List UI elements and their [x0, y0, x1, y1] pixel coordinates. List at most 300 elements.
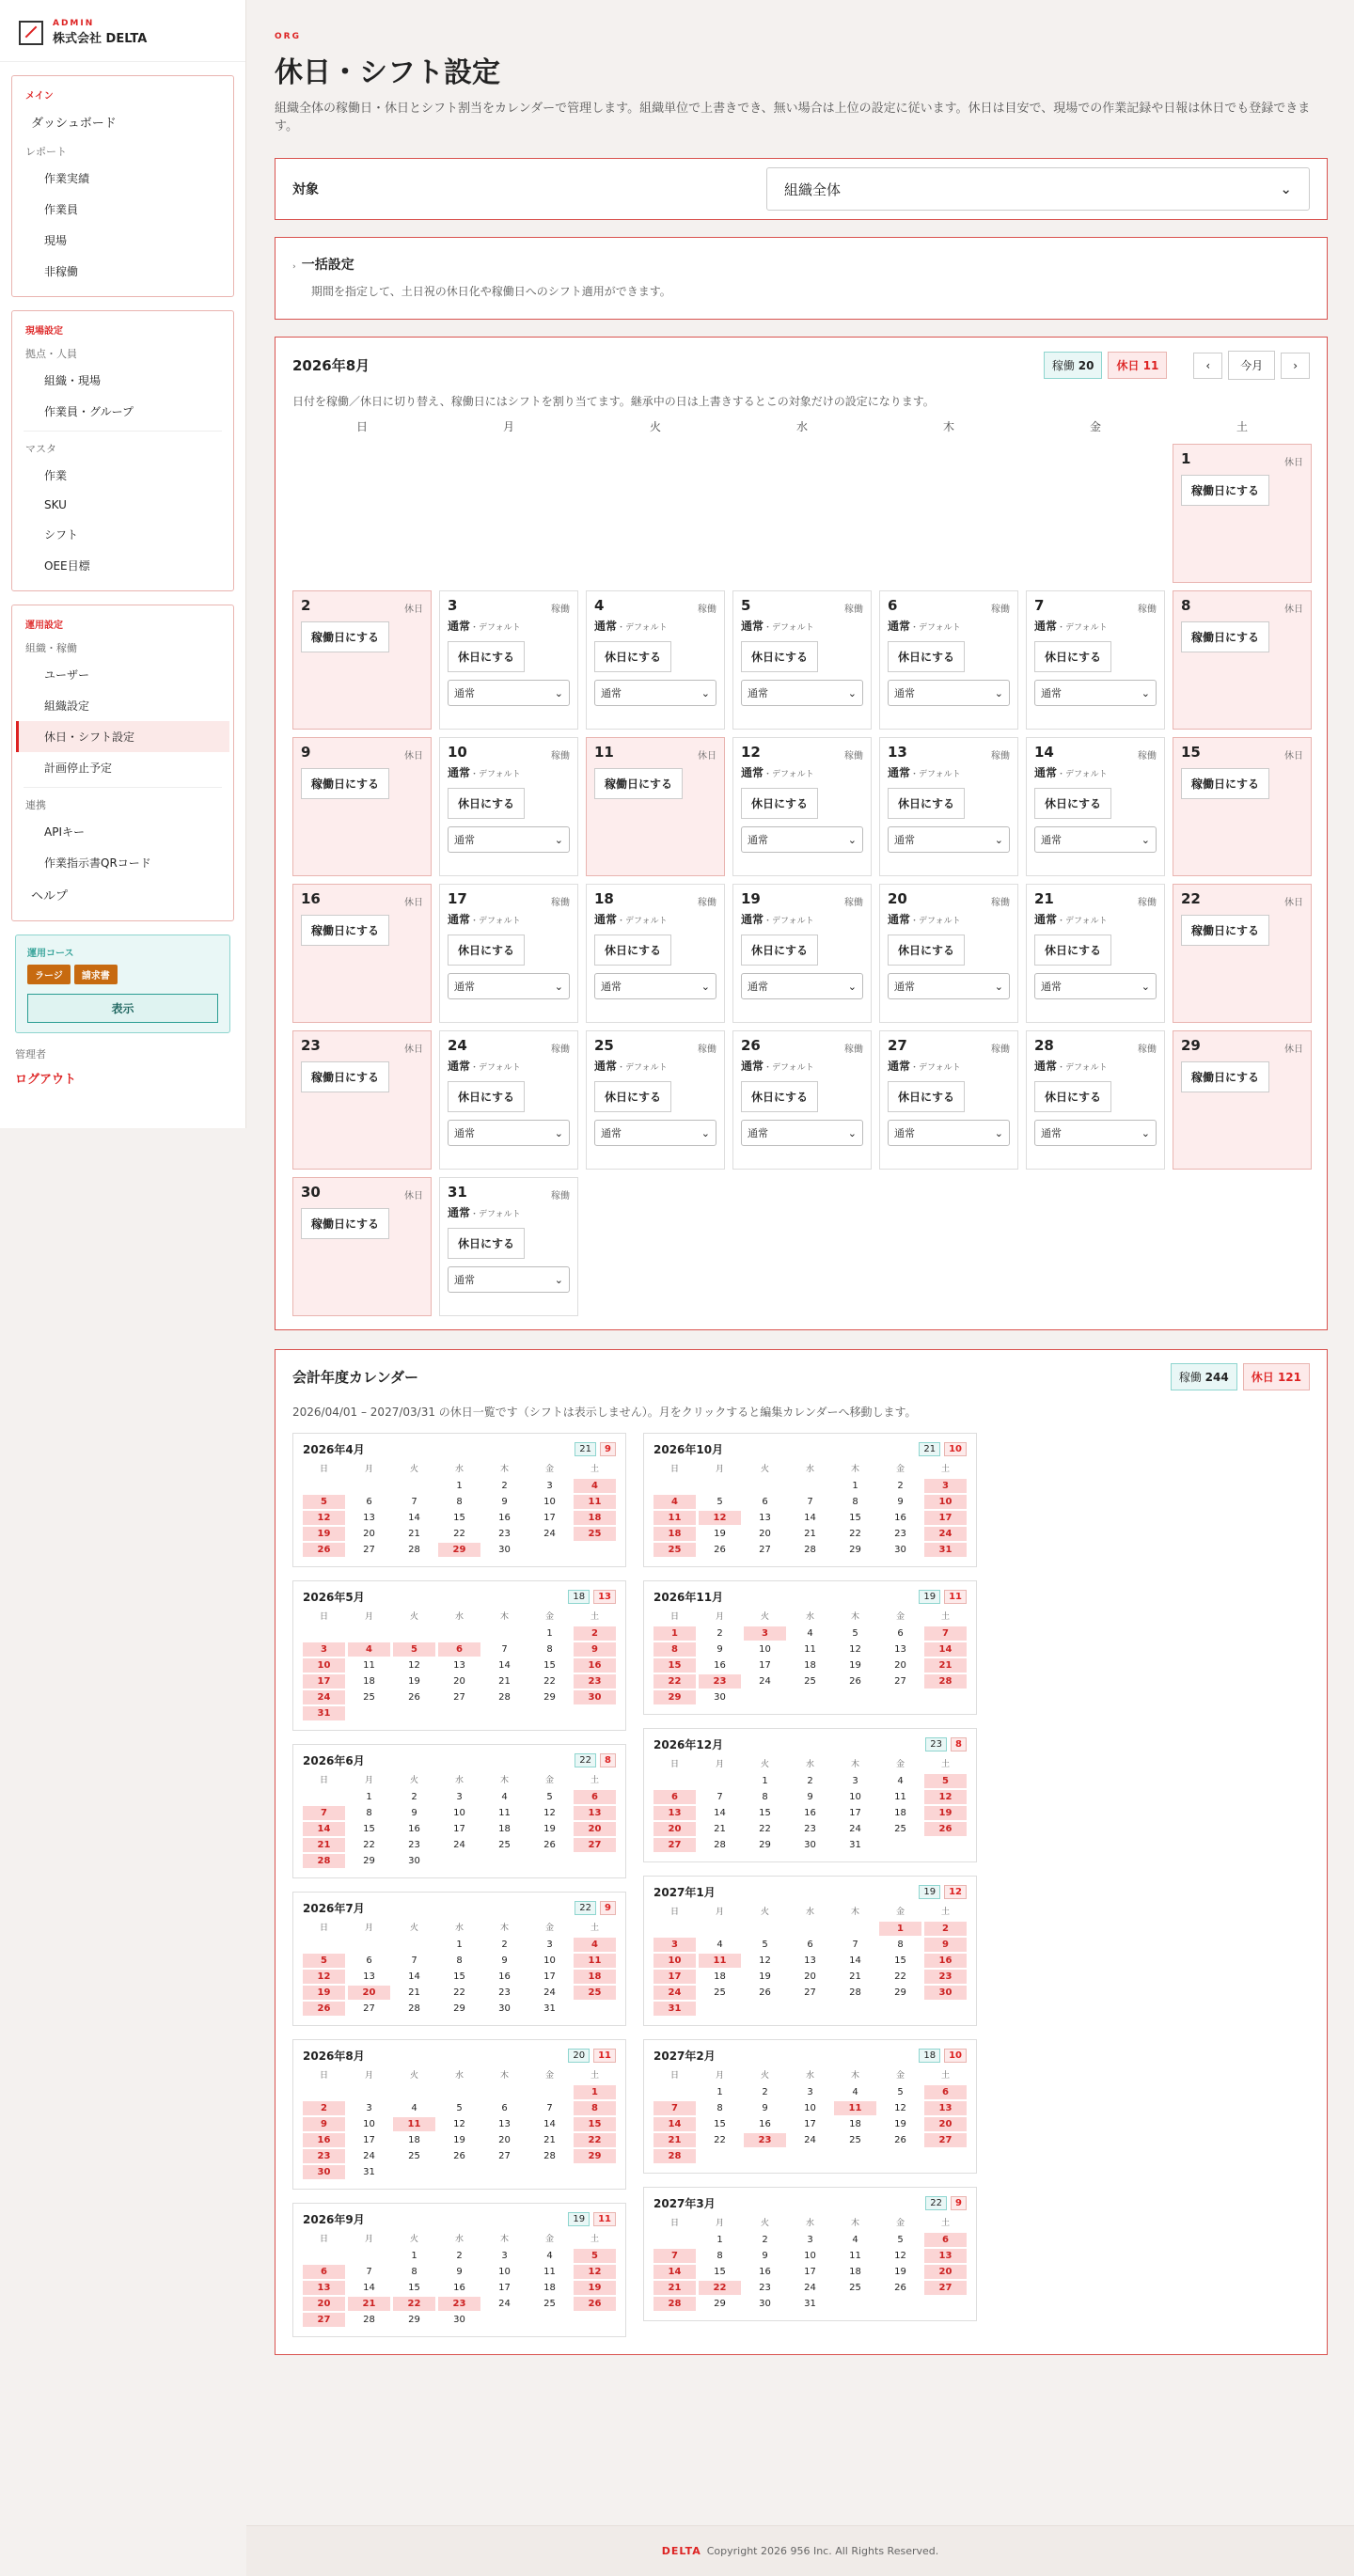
day-cell [292, 737, 432, 876]
nav-group-base: 拠点・人員 [25, 348, 77, 360]
mini-day: 7 [501, 1644, 508, 1655]
shift-select[interactable] [448, 973, 570, 999]
day-number: 24 [448, 1037, 467, 1054]
mini-day: 1 [716, 2235, 723, 2245]
mini-empty [483, 2085, 526, 2099]
mini-weekday: 日 [319, 1465, 328, 1474]
shift-select[interactable] [448, 826, 570, 853]
chevron-down-icon: ⌄ [847, 1126, 857, 1139]
mini-day: 13 [574, 1806, 616, 1820]
make-holiday-button[interactable]: 休日にする [888, 641, 965, 672]
shift-note: ・デフォルト [910, 1063, 961, 1073]
mini-day: 2 [501, 1481, 508, 1491]
day-cell [292, 1177, 432, 1316]
off-label: 休日 [1116, 359, 1140, 372]
mini-weekday: 木 [499, 2235, 509, 2244]
mini-weekday: 火 [760, 2219, 769, 2228]
shift-select-value: 通常 [601, 981, 622, 993]
mini-empty [699, 1922, 741, 1936]
make-holiday-button[interactable]: 休日にする [594, 641, 671, 672]
day-cell [732, 737, 872, 876]
mini-weekday: 木 [850, 1612, 859, 1622]
mini-day: 8 [366, 1808, 372, 1818]
mini-empty [348, 1479, 390, 1493]
make-holiday-button[interactable]: 休日にする [888, 935, 965, 966]
chevron-down-icon: ⌄ [554, 833, 563, 846]
mini-day: 10 [543, 1956, 556, 1966]
make-holiday-button[interactable]: 休日にする [1034, 641, 1111, 672]
user-role: 管理者 [15, 1048, 46, 1060]
mini-day: 19 [303, 1527, 345, 1541]
mini-month[interactable] [643, 2039, 977, 2174]
make-workday-button[interactable]: 稼働日にする [301, 1061, 389, 1092]
shift-select[interactable] [448, 680, 570, 706]
shift-note: ・デフォルト [1057, 917, 1108, 926]
mini-day: 22 [543, 1676, 556, 1687]
day-status: 稼働 [991, 898, 1010, 908]
mini-day: 21 [543, 2135, 556, 2145]
mini-day: 24 [759, 1676, 771, 1687]
nav-item-workers[interactable]: 作業員 [44, 203, 79, 216]
day-status: 稼働 [551, 751, 570, 762]
mini-day: 26 [303, 2002, 345, 2016]
mini-day: 29 [408, 2315, 420, 2325]
mini-day: 30 [498, 1545, 511, 1555]
day-cell [586, 1030, 725, 1170]
shift-select-value: 通常 [894, 981, 915, 993]
shift-select[interactable] [888, 973, 1010, 999]
shift-select-value: 通常 [894, 687, 915, 699]
mini-day: 16 [303, 2133, 345, 2147]
work-count-badge [1044, 352, 1103, 379]
nav-group-master: マスタ [25, 443, 56, 455]
nav-dashboard[interactable]: ダッシュボード [31, 117, 117, 131]
prev-month-button[interactable]: ‹ [1193, 353, 1222, 379]
mini-weekday: 金 [544, 1924, 554, 1933]
mini-day: 26 [408, 1692, 420, 1703]
shift-select[interactable] [741, 973, 863, 999]
mini-day: 4 [807, 1628, 813, 1639]
mini-day: 10 [653, 1954, 696, 1968]
nav-help[interactable]: ヘルプ [31, 889, 69, 903]
mini-day: 6 [366, 1497, 372, 1507]
chevron-down-icon: ⌄ [701, 686, 710, 699]
shift-label [741, 618, 863, 634]
make-workday-button[interactable]: 稼働日にする [1181, 915, 1269, 946]
mini-work-count: 19 [919, 1590, 940, 1604]
shift-select[interactable] [888, 826, 1010, 853]
mini-day: 11 [363, 1660, 375, 1671]
fiscal-off-badge [1243, 1363, 1310, 1390]
mini-month-badges [919, 1442, 967, 1456]
nav-item-worker-group[interactable]: 作業員・グループ [44, 405, 134, 418]
nav-item-sku[interactable]: SKU [44, 498, 67, 511]
day-number: 10 [448, 744, 467, 761]
shift-select[interactable] [1034, 973, 1157, 999]
make-holiday-button[interactable]: 休日にする [594, 935, 671, 966]
make-workday-button[interactable]: 稼働日にする [301, 768, 389, 799]
mini-day: 24 [804, 2283, 816, 2293]
mini-day: 9 [716, 1644, 723, 1655]
mini-weekday: 火 [760, 1612, 769, 1622]
mini-work-count: 23 [925, 1737, 947, 1751]
day-status: 稼働 [844, 605, 863, 615]
shift-select[interactable] [1034, 826, 1157, 853]
chevron-down-icon: ⌄ [994, 833, 1003, 846]
make-holiday-button[interactable]: 休日にする [448, 1081, 525, 1112]
shift-label [594, 618, 716, 634]
mini-month-title: 2027年3月 [653, 2197, 716, 2210]
make-workday-button[interactable]: 稼働日にする [1181, 768, 1269, 799]
day-number: 8 [1181, 597, 1191, 614]
day-cell [1026, 737, 1165, 876]
plan-show-button[interactable]: 表示 [27, 994, 218, 1023]
mini-day: 22 [894, 1971, 906, 1982]
make-holiday-button[interactable]: 休日にする [1034, 788, 1111, 819]
mini-month[interactable] [643, 2187, 977, 2321]
shift-select[interactable] [741, 826, 863, 853]
mini-day: 10 [924, 1495, 967, 1509]
mini-day: 18 [363, 1676, 375, 1687]
mini-day: 27 [924, 2133, 967, 2147]
shift-note: ・デフォルト [617, 623, 668, 633]
make-holiday-button[interactable]: 休日にする [741, 788, 818, 819]
mini-weekday: 日 [669, 1612, 679, 1622]
shift-select[interactable] [594, 973, 716, 999]
make-holiday-button[interactable]: 休日にする [448, 788, 525, 819]
mini-day: 14 [924, 1642, 967, 1657]
mini-day: 20 [924, 2117, 967, 2131]
mini-day: 7 [924, 1626, 967, 1641]
make-workday-button[interactable]: 稼働日にする [1181, 1061, 1269, 1092]
mini-day: 20 [653, 1822, 696, 1836]
nav-item-shift[interactable]: シフト [44, 528, 79, 542]
chevron-down-icon: ⌄ [994, 980, 1003, 993]
mini-day: 1 [653, 1626, 696, 1641]
nav-item-org-settings[interactable]: 組織設定 [44, 699, 90, 713]
mini-day: 19 [543, 1824, 556, 1834]
nav-section-ops: 運用設定 [25, 620, 63, 631]
mini-day: 14 [543, 2119, 556, 2129]
work-count: 20 [1078, 359, 1094, 372]
mini-day: 7 [807, 1497, 813, 1507]
mini-off-count: 9 [951, 2196, 967, 2210]
mini-day: 13 [453, 1660, 465, 1671]
day-status: 休日 [404, 751, 423, 762]
mini-day: 14 [408, 1513, 420, 1523]
mini-day: 9 [574, 1642, 616, 1657]
mini-day: 20 [453, 1676, 465, 1687]
mini-month[interactable] [643, 1728, 977, 1862]
mini-day: 7 [546, 2103, 553, 2113]
mini-month-header [653, 1589, 967, 1605]
page-eyebrow: ORG [275, 32, 301, 41]
mini-empty [653, 1479, 696, 1493]
nav-item-planned-stop[interactable]: 計画停止予定 [44, 762, 113, 775]
mini-day: 11 [574, 1954, 616, 1968]
mini-weekday: 水 [454, 2235, 464, 2244]
mini-day: 19 [894, 2119, 906, 2129]
mini-day: 16 [759, 2267, 771, 2277]
shift-select-value: 通常 [454, 1274, 475, 1286]
mini-day: 19 [849, 1660, 861, 1671]
mini-day: 7 [716, 1792, 723, 1802]
nav-item-api-key[interactable]: APIキー [44, 825, 85, 839]
mini-day: 19 [924, 1806, 967, 1820]
mini-day: 16 [574, 1658, 616, 1673]
mini-day: 12 [699, 1511, 741, 1525]
mini-day: 2 [574, 1626, 616, 1641]
mini-day: 27 [759, 1545, 771, 1555]
nav-item-tasks[interactable]: 作業 [44, 469, 68, 482]
nav-site-settings [11, 310, 234, 591]
nav-item-oee[interactable]: OEE目標 [44, 559, 90, 573]
make-workday-button[interactable]: 稼働日にする [301, 915, 389, 946]
mini-weekday: 火 [409, 1924, 418, 1933]
shift-select[interactable] [594, 680, 716, 706]
mini-day: 20 [348, 1986, 390, 2000]
day-status: 稼働 [698, 1045, 716, 1055]
fiscal-off-label: 休日 [1251, 1371, 1274, 1384]
mini-month[interactable] [643, 1876, 977, 2026]
mini-day: 22 [759, 1824, 771, 1834]
nav-item-users[interactable]: ユーザー [44, 668, 90, 682]
shift-name: 通常 [448, 1060, 471, 1073]
shift-select[interactable] [888, 1120, 1010, 1146]
mini-day: 26 [924, 1822, 967, 1836]
mini-month[interactable] [643, 1433, 977, 1567]
mini-month-badges [925, 1737, 967, 1751]
shift-select[interactable] [1034, 1120, 1157, 1146]
shift-note: ・デフォルト [910, 770, 961, 779]
bulk-settings-card[interactable] [275, 237, 1328, 320]
mini-day: 9 [924, 1938, 967, 1952]
target-select[interactable] [766, 167, 1310, 211]
mini-day: 28 [303, 1854, 345, 1868]
shift-name: 通常 [1034, 1060, 1058, 1073]
day-number: 11 [594, 744, 614, 761]
logout-link[interactable]: ログアウト [15, 1073, 77, 1087]
make-holiday-button[interactable]: 休日にする [1034, 935, 1111, 966]
shift-name: 通常 [1034, 766, 1058, 779]
day-cell [1026, 884, 1165, 1023]
mini-day: 21 [924, 1658, 967, 1673]
shift-select[interactable] [448, 1120, 570, 1146]
shift-select[interactable] [448, 1266, 570, 1293]
nav-item-qr[interactable]: 作業指示書QRコード [44, 856, 151, 870]
plan-title: 運用コース [27, 949, 74, 959]
nav-item-sites[interactable]: 現場 [44, 234, 68, 247]
mini-day: 17 [804, 2119, 816, 2129]
next-month-button[interactable]: › [1281, 353, 1310, 379]
make-workday-button[interactable]: 稼働日にする [301, 621, 389, 652]
mini-weekday: 木 [850, 1908, 859, 1917]
mini-day: 4 [546, 2251, 553, 2261]
mini-month[interactable] [292, 1744, 626, 1878]
chevron-down-icon: ⌄ [554, 1273, 563, 1286]
nav-item-downtime[interactable]: 非稼働 [44, 265, 79, 278]
mini-day: 13 [759, 1513, 771, 1523]
mini-day: 11 [804, 1644, 816, 1655]
mini-day: 4 [348, 1642, 390, 1657]
mini-day: 16 [408, 1824, 420, 1834]
mini-day: 28 [408, 1545, 420, 1555]
brand-logo[interactable] [0, 0, 245, 62]
mini-day: 25 [574, 1527, 616, 1541]
mini-month[interactable] [292, 1433, 626, 1567]
mini-day: 23 [699, 1674, 741, 1689]
mini-day: 31 [804, 2299, 816, 2309]
shift-select[interactable] [1034, 680, 1157, 706]
nav-item-holiday-shift[interactable]: 休日・シフト設定 [16, 721, 229, 752]
chevron-down-icon: ⌄ [1280, 181, 1292, 197]
mini-empty [348, 2249, 390, 2263]
mini-month-grid [303, 1463, 616, 1557]
make-holiday-button[interactable]: 休日にする [448, 1228, 525, 1259]
make-holiday-button[interactable]: 休日にする [741, 935, 818, 966]
mini-day: 10 [453, 1808, 465, 1818]
nav-group-org: 組織・稼働 [25, 642, 77, 654]
shift-label [741, 764, 863, 780]
nav-item-org-site[interactable]: 組織・現場 [44, 374, 102, 387]
mini-day: 19 [303, 1986, 345, 2000]
mini-empty [303, 2085, 345, 2099]
day-cell [732, 884, 872, 1023]
day-cell [292, 590, 432, 730]
mini-month[interactable] [292, 1892, 626, 2026]
mini-month[interactable] [643, 1580, 977, 1715]
shift-note: ・デフォルト [764, 917, 814, 926]
mini-day: 1 [574, 2085, 616, 2099]
mini-day: 24 [303, 1690, 345, 1704]
mini-day: 18 [804, 1660, 816, 1671]
mini-weekday: 金 [544, 1612, 554, 1622]
mini-day: 6 [574, 1790, 616, 1804]
mini-day: 7 [411, 1956, 417, 1966]
mini-weekday: 木 [499, 1612, 509, 1622]
mini-day: 8 [653, 1642, 696, 1657]
shift-select[interactable] [741, 1120, 863, 1146]
mini-day: 23 [744, 2133, 786, 2147]
mini-day: 8 [574, 2101, 616, 2115]
weekday-label: 金 [1089, 420, 1101, 433]
mini-day: 13 [363, 1971, 375, 1982]
day-number: 18 [594, 890, 614, 907]
mini-month[interactable] [292, 2203, 626, 2337]
mini-empty [528, 2085, 571, 2099]
make-workday-button[interactable]: 稼働日にする [1181, 621, 1269, 652]
mini-day: 10 [543, 1497, 556, 1507]
empty-cell [879, 444, 1018, 583]
nav-divider [24, 431, 222, 432]
mini-day: 8 [762, 1792, 768, 1802]
mini-day: 21 [408, 1529, 420, 1539]
day-number: 4 [594, 597, 605, 614]
make-workday-button[interactable]: 稼働日にする [1181, 475, 1269, 506]
mini-month[interactable] [292, 1580, 626, 1731]
mini-off-count: 10 [944, 1442, 967, 1456]
make-holiday-button[interactable]: 休日にする [448, 935, 525, 966]
make-workday-button[interactable]: 稼働日にする [301, 1208, 389, 1239]
day-number: 7 [1034, 597, 1045, 614]
mini-weekday: 火 [760, 1465, 769, 1474]
mini-month[interactable] [292, 2039, 626, 2190]
nav-item-work-results[interactable]: 作業実績 [44, 172, 90, 185]
mini-day: 12 [453, 2119, 465, 2129]
mini-empty [653, 1922, 696, 1936]
make-workday-button[interactable]: 稼働日にする [594, 768, 683, 799]
mini-empty [653, 2085, 696, 2099]
mini-weekday: 木 [499, 1465, 509, 1474]
shift-select[interactable] [594, 1120, 716, 1146]
make-holiday-button[interactable]: 休日にする [448, 641, 525, 672]
mini-day: 17 [453, 1824, 465, 1834]
mini-day: 27 [924, 2281, 967, 2295]
mini-day: 5 [716, 1497, 723, 1507]
make-holiday-button[interactable]: 休日にする [1034, 1081, 1111, 1112]
mini-work-count: 22 [925, 2196, 947, 2210]
mini-day: 27 [363, 2003, 375, 2014]
make-holiday-button[interactable]: 休日にする [741, 1081, 818, 1112]
shift-select[interactable] [741, 680, 863, 706]
mini-day: 19 [894, 2267, 906, 2277]
mini-weekday: 月 [715, 2071, 724, 2081]
mini-month-title: 2026年9月 [303, 2213, 365, 2226]
mini-weekday: 木 [850, 1760, 859, 1769]
day-status: 稼働 [698, 898, 716, 908]
shift-select-value: 通常 [748, 687, 768, 699]
make-holiday-button[interactable]: 休日にする [741, 641, 818, 672]
mini-weekday: 日 [319, 1776, 328, 1785]
mini-day: 25 [894, 1824, 906, 1834]
shift-label [888, 618, 1010, 634]
mini-day: 13 [804, 1956, 816, 1966]
make-holiday-button[interactable]: 休日にする [888, 1081, 965, 1112]
mini-empty [653, 2233, 696, 2247]
make-holiday-button[interactable]: 休日にする [594, 1081, 671, 1112]
mini-weekday: 木 [850, 2219, 859, 2228]
mini-day: 15 [759, 1808, 771, 1818]
day-status: 稼働 [551, 1045, 570, 1055]
mini-day: 1 [852, 1481, 858, 1491]
mini-day: 17 [543, 1513, 556, 1523]
mini-day: 18 [714, 1971, 726, 1982]
mini-day: 2 [762, 2087, 768, 2097]
mini-day: 15 [894, 1956, 906, 1966]
mini-day: 8 [897, 1940, 904, 1950]
mini-empty [348, 2085, 390, 2099]
logo-icon [19, 21, 43, 45]
day-status: 稼働 [551, 898, 570, 908]
mini-day: 26 [759, 1987, 771, 1998]
shift-name: 通常 [448, 1206, 471, 1219]
mini-month-title: 2026年8月 [303, 2050, 365, 2063]
mini-day: 24 [849, 1824, 861, 1834]
shift-select[interactable] [888, 680, 1010, 706]
make-holiday-button[interactable]: 休日にする [888, 788, 965, 819]
shift-select-value: 通常 [601, 1127, 622, 1139]
current-month-button[interactable]: 今月 [1228, 351, 1275, 380]
mini-day: 17 [804, 2267, 816, 2277]
mini-day: 17 [543, 1971, 556, 1982]
mini-day: 29 [714, 2299, 726, 2309]
mini-month-grid [653, 1906, 967, 2016]
day-cell [1173, 590, 1312, 730]
day-number: 21 [1034, 890, 1054, 907]
mini-day: 31 [924, 1543, 967, 1557]
shift-label [741, 911, 863, 927]
mini-month-title: 2026年5月 [303, 1591, 365, 1604]
